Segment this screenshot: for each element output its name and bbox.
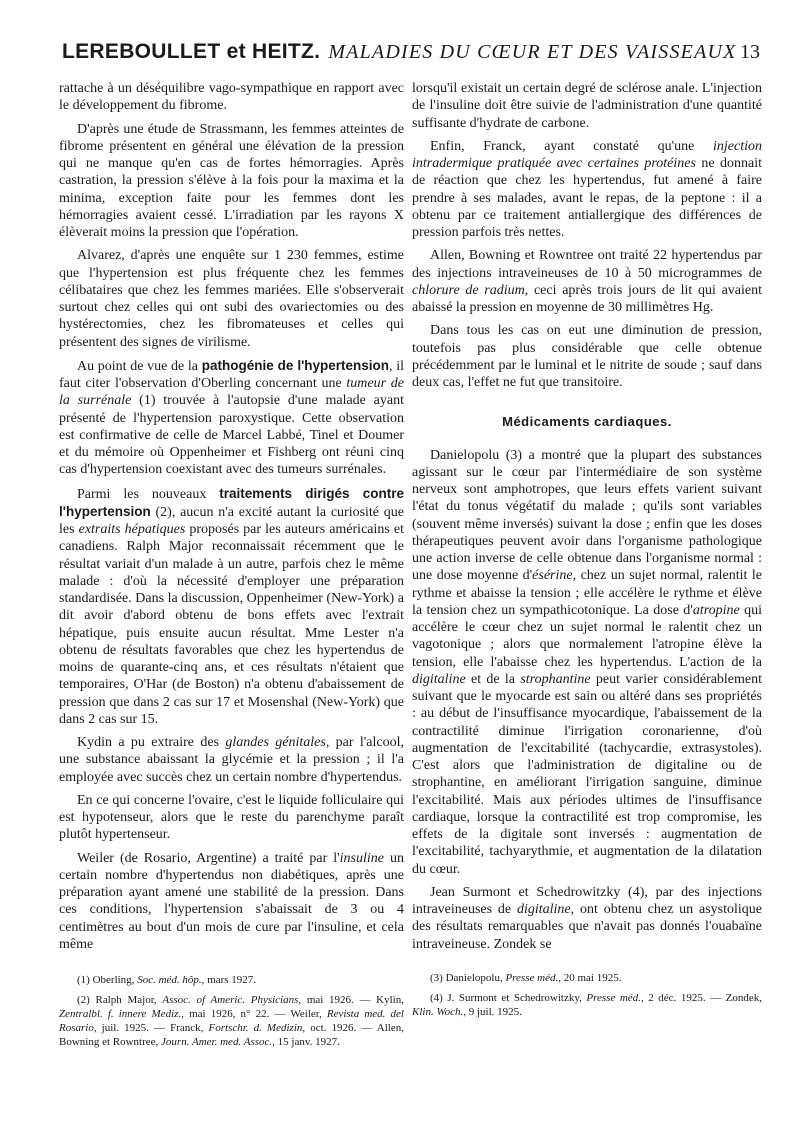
paragraph: Kydin a pu extraire des glandes génitales, par l'alcool, une substance abaissant la glycémie et la pression ; il l'a employée avec succès chez un certain nombre d'hypertendus. <box>59 735 404 785</box>
paragraph: Dans tous les cas on eut une diminution de pression, toutefois pas plus considérable que celle obtenue précédemment par le luminal et le nitrite de soude ; sauf dans deux cas, l'effet ne fut que transitoire. <box>412 323 762 390</box>
paragraph: En ce qui concerne l'ovaire, c'est le liquide folliculaire qui est hypotenseur, alors que le reste du parenchyme paraît plutôt hypertenseur. <box>59 792 404 843</box>
footnote-2: (2) Ralph Major, Assoc. of Americ. Physicians, mai 1926. — Kylin, Zentralbl. f. innere Mediz., mai 1926, n° 22. — Weiler, Revista med. del Rosario, juil. 1925. — Franck, Fortschr. d. Medizin, oct. 1926. — Allen, Bowning et Rowntree, Journ. Amer. med. Assoc., 15 janv. 1927. <box>59 994 404 1048</box>
paragraph: Alvarez, d'après une enquête sur 1 230 femmes, estime que l'hypertension est plus fréquente chez les femmes célibataires que chez les femmes mariées. Elle s'observerait surtout chez celles qui ont subi des ovariectomies ou des hystérectomies, chez les fibromateuses et celles qui présentent des signes de virilisme. <box>59 248 404 350</box>
paragraph: Enfin, Franck, ayant constaté qu'une injection intradermique pratiquée avec certaines protéines ne donnait de réaction que chez les hypertendus, fut amené à faire prendre à ses malades, avant le repas, de la peptone : il a obtenu par ce traitement antiallergique des différences de pression parfois très nettes. <box>412 138 762 240</box>
paragraph: Allen, Bowning et Rowntree ont traité 22 hypertendus par des injections intraveineuses de 10 à 50 microgrammes de chlorure de radium, ceci après trois jours de lit qui avaient abaissé la pression en moyenne de 30 millimètres Hg. <box>412 248 763 315</box>
running-head <box>62 40 760 74</box>
paragraph: Danielopolu (3) a montré que la plupart des substances agissant sur le cœur par l'intermédiaire de son système nerveux sont amphotropes, que leurs effets varient suivant l'état du tonus végétatif du malade ; qu'ils sont variables (souvent même inversés) suivant la dose ; enfin que les doses thérapeutiques peuvent avoir dans l'organisme pathologique une action inverse de celle obtenue dans l'organisme normal : une dose moyenne d'ésérine, chez un sujet normal, ralentit le rythme et abaisse la tension ; elle accélère le rythme et élève la tension chez un sympathicotonique. La dose d'atropine qui accélère le cœur chez un sujet normal le ralentit chez un vagotonique ; alors que normalement l'atropine élève la tension, elle l'abaisse chez les hypertendus. L'action de la digitaline et de la strophantine peut varier considérablement suivant que le myocarde est sain ou altéré dans ses propriétés : au début de l'insuffisance myocardique, l'abaissement de la contractilité diminue l'irrigation coronarienne, d'où augmentation de l'excitabilité (tachycardie, extrasystoles). C'est alors que l'administration de digitaline ou de strophantine, en améliorant l'irrigation sanguine, diminue l'excitabilité. Mais aux périodes ultimes de l'insuffisance cardiaque, lorsque la contractilité est trop compromise, les effets de la digitale sont inversés : augmentation de l'excitabilité, tachyarythmie, et augmentation de la dilatation du cœur. <box>412 447 763 877</box>
page-number: 13 <box>740 41 760 63</box>
paragraph: Au point de vue de la pathogénie de l'hypertension, il faut citer l'observation d'Oberling concernant une tumeur de la surrénale (1) trouvée à l'autopsie d'une malade ayant présenté de l'hypertension paroxystique. Cette observation est confirmative de celle de Marcel Labbé, Tinel et Doumer et du mémoire où Oppenheimer et Fishberg ont réuni cinq cas d'hypertension coexistant avec des tumeurs surrénales. <box>59 357 405 478</box>
section-title: Médicaments cardiaques. <box>502 414 672 430</box>
footnote-4: (4) J. Surmont et Schedrowitzky, Presse méd., 2 déc. 1925. — Zondek, Klin. Woch., 9 juil. 1925. <box>412 991 762 1018</box>
subheading-traitements: traitements dirigés contre l'hypertension <box>59 485 405 519</box>
footnote-1: (1) Oberling, Soc. méd. hôp., mars 1927. <box>77 974 257 986</box>
subheading-pathogenie: pathogénie de l'hypertension <box>201 357 390 373</box>
paragraph: Jean Surmont et Schedrowitzky (4), par des injections intraveineuses de digitaline, ont obtenu chez un asystolique des résultats remarquables que n'avait pas donnés l'ouabaïne intraveineuse. Zondek se <box>412 884 762 952</box>
paragraph: Parmi les nouveaux traitements dirigés contre l'hypertension (2), aucun n'a excité autant la curiosité que les extraits hépatiques proposés par les auteurs américains et canadiens. Ralph Major reconnaissait récemment que le résultat variait d'un malade à un autre, parfois chez le même malade : d'où la nécessité d'employer une préparation standardisée. Dans la discussion, Oppenheimer (New-York) a dit avoir d'abord obtenu de bons effets avec l'extrait hépatique, puis ensuite aucun résultat. Mme Lester n'a obtenu de résultats favorables que chez les hypertendus de moins de quarante-cinq ans, et ces résultats n'étaient que temporaires, O'Har (de Boston) n'a obtenu d'abaissement de pression que dans 2 cas sur 17 et Mosenshal (New-York) que dans 2 cas sur 15. <box>59 485 405 727</box>
paragraph: lorsqu'il existait un certain degré de sclérose anale. L'injection de l'insuline doit être suivie de l'administration d'une quantité suffisante d'hydrate de carbone. <box>412 81 762 131</box>
running-head-authors: LEREBOULLET et HEITZ. <box>62 40 321 63</box>
paragraph: D'après une étude de Strassmann, les femmes atteintes de fibrome présentent en général une élévation de la pression qui ne manque qu'en cas de fortes hémorragies. Après castration, la pression s'élève à la fois pour la maxima et la minima, exception faite pour les femmes dont les hémorragies avaient cessé. L'irradiation par les rayons X élèverait moins la pression que l'opération. <box>59 121 404 240</box>
paragraph: rattache à un déséquilibre vago-sympathique en rapport avec le développement du fibrome. <box>59 81 404 114</box>
running-head-title: MALADIES DU CŒUR ET DES VAISSEAUX <box>328 41 737 63</box>
footnote-3: (3) Danielopolu, Presse méd., 20 mai 1925. <box>430 971 622 984</box>
left-column <box>59 80 404 1055</box>
paragraph: Weiler (de Rosario, Argentine) a traité par l'insuline un certain nombre d'hypertendus non diabétiques, après une préparation ayant amené une stabilité de la pression. Dans ces conditions, l'hypertension s'abaissait de 3 ou 4 centimètres au bout d'un mois de cure par l'insuline, et cela même <box>59 850 404 952</box>
right-column <box>412 80 762 1025</box>
